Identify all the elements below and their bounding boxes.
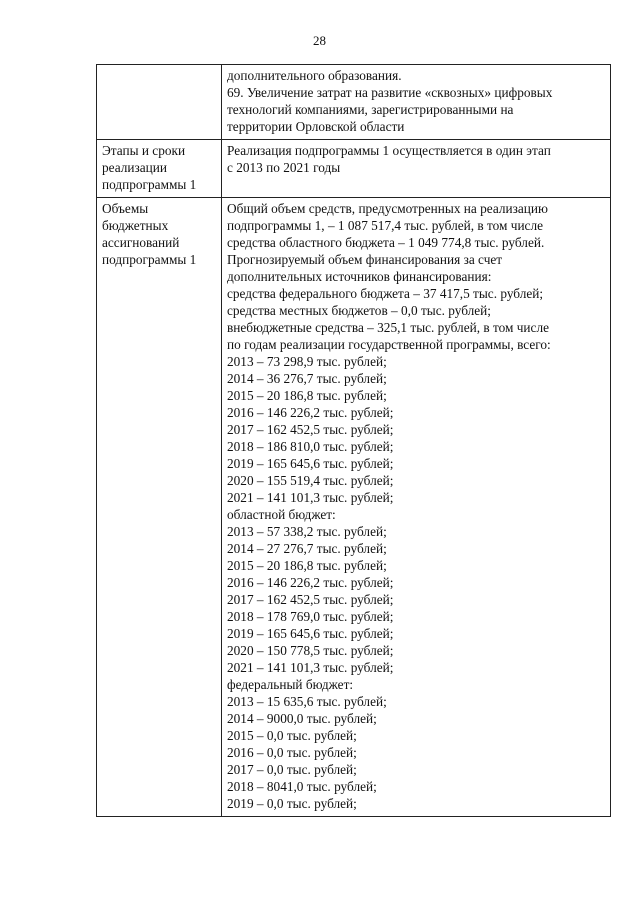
row-content-cell [222, 140, 611, 198]
text-line: 2014 – 27 276,7 тыс. рублей; [227, 541, 387, 556]
text-line: федеральный бюджет: [227, 677, 354, 692]
text-line: подпрограммы 1 [102, 177, 197, 192]
text-line: дополнительных источников финансирования: [227, 269, 492, 284]
page-number: 28 [313, 33, 326, 48]
row-label-cell [97, 198, 222, 817]
text-line: 2017 – 162 452,5 тыс. рублей; [227, 592, 394, 607]
row-content-cell [222, 198, 611, 817]
text-line: территории Орловской области [227, 119, 405, 134]
text-line: Объемы [102, 201, 149, 216]
table-row [97, 140, 611, 198]
text-line: по годам реализации государственной программы, всего: [227, 337, 551, 352]
text-line: 2015 – 0,0 тыс. рублей; [227, 728, 357, 743]
text-line: 2021 – 141 101,3 тыс. рублей; [227, 490, 394, 505]
text-line: реализации [102, 160, 167, 175]
text-line: 2017 – 0,0 тыс. рублей; [227, 762, 357, 777]
row-label-cell [97, 140, 222, 198]
text-line: Общий объем средств, предусмотренных на реализацию [227, 201, 548, 216]
text-line: 2018 – 8041,0 тыс. рублей; [227, 779, 377, 794]
text-line: 2013 – 15 635,6 тыс. рублей; [227, 694, 387, 709]
text-line: Этапы и сроки [102, 143, 186, 158]
text-line: 2021 – 141 101,3 тыс. рублей; [227, 660, 394, 675]
text-line: 2015 – 20 186,8 тыс. рублей; [227, 388, 387, 403]
row-label-cell [97, 65, 222, 140]
text-line: бюджетных [102, 218, 169, 233]
text-line: средства областного бюджета – 1 049 774,8 тыс. рублей. [227, 235, 545, 250]
row-content-cell [222, 65, 611, 140]
text-line: 2016 – 146 226,2 тыс. рублей; [227, 575, 394, 590]
text-line: 2016 – 0,0 тыс. рублей; [227, 745, 357, 760]
text-line: 2019 – 165 645,6 тыс. рублей; [227, 626, 394, 641]
text-line: подпрограммы 1, – 1 087 517,4 тыс. рублей, в том числе [227, 218, 543, 233]
text-line: с 2013 по 2021 годы [227, 160, 341, 175]
text-line: средства местных бюджетов – 0,0 тыс. рублей; [227, 303, 491, 318]
text-line: 2014 – 9000,0 тыс. рублей; [227, 711, 377, 726]
text-line: 2014 – 36 276,7 тыс. рублей; [227, 371, 387, 386]
subprogram-passport-table [96, 64, 611, 817]
text-line: 2020 – 150 778,5 тыс. рублей; [227, 643, 394, 658]
text-line: 2018 – 186 810,0 тыс. рублей; [227, 439, 394, 454]
text-line: дополнительного образования. [227, 68, 402, 83]
text-line: средства федерального бюджета – 37 417,5 тыс. рублей; [227, 286, 544, 301]
text-line: 2019 – 0,0 тыс. рублей; [227, 796, 357, 811]
text-line: 2013 – 57 338,2 тыс. рублей; [227, 524, 387, 539]
text-line: 2019 – 165 645,6 тыс. рублей; [227, 456, 394, 471]
text-line: 2017 – 162 452,5 тыс. рублей; [227, 422, 394, 437]
text-line: Реализация подпрограммы 1 осуществляется в один этап [227, 143, 551, 158]
text-line: 2015 – 20 186,8 тыс. рублей; [227, 558, 387, 573]
table-row [97, 198, 611, 817]
text-line: Прогнозируемый объем финансирования за счет [227, 252, 503, 267]
text-line: 2016 – 146 226,2 тыс. рублей; [227, 405, 394, 420]
text-line: областной бюджет: [227, 507, 336, 522]
text-line: 69. Увеличение затрат на развитие «сквозных» цифровых [227, 85, 553, 100]
table-row [97, 65, 611, 140]
text-line: внебюджетные средства – 325,1 тыс. рублей, в том числе [227, 320, 549, 335]
text-line: 2013 – 73 298,9 тыс. рублей; [227, 354, 387, 369]
text-line: подпрограммы 1 [102, 252, 197, 267]
text-line: ассигнований [102, 235, 180, 250]
text-line: технологий компаниями, зарегистрированными на [227, 102, 514, 117]
text-line: 2020 – 155 519,4 тыс. рублей; [227, 473, 394, 488]
text-line: 2018 – 178 769,0 тыс. рублей; [227, 609, 394, 624]
